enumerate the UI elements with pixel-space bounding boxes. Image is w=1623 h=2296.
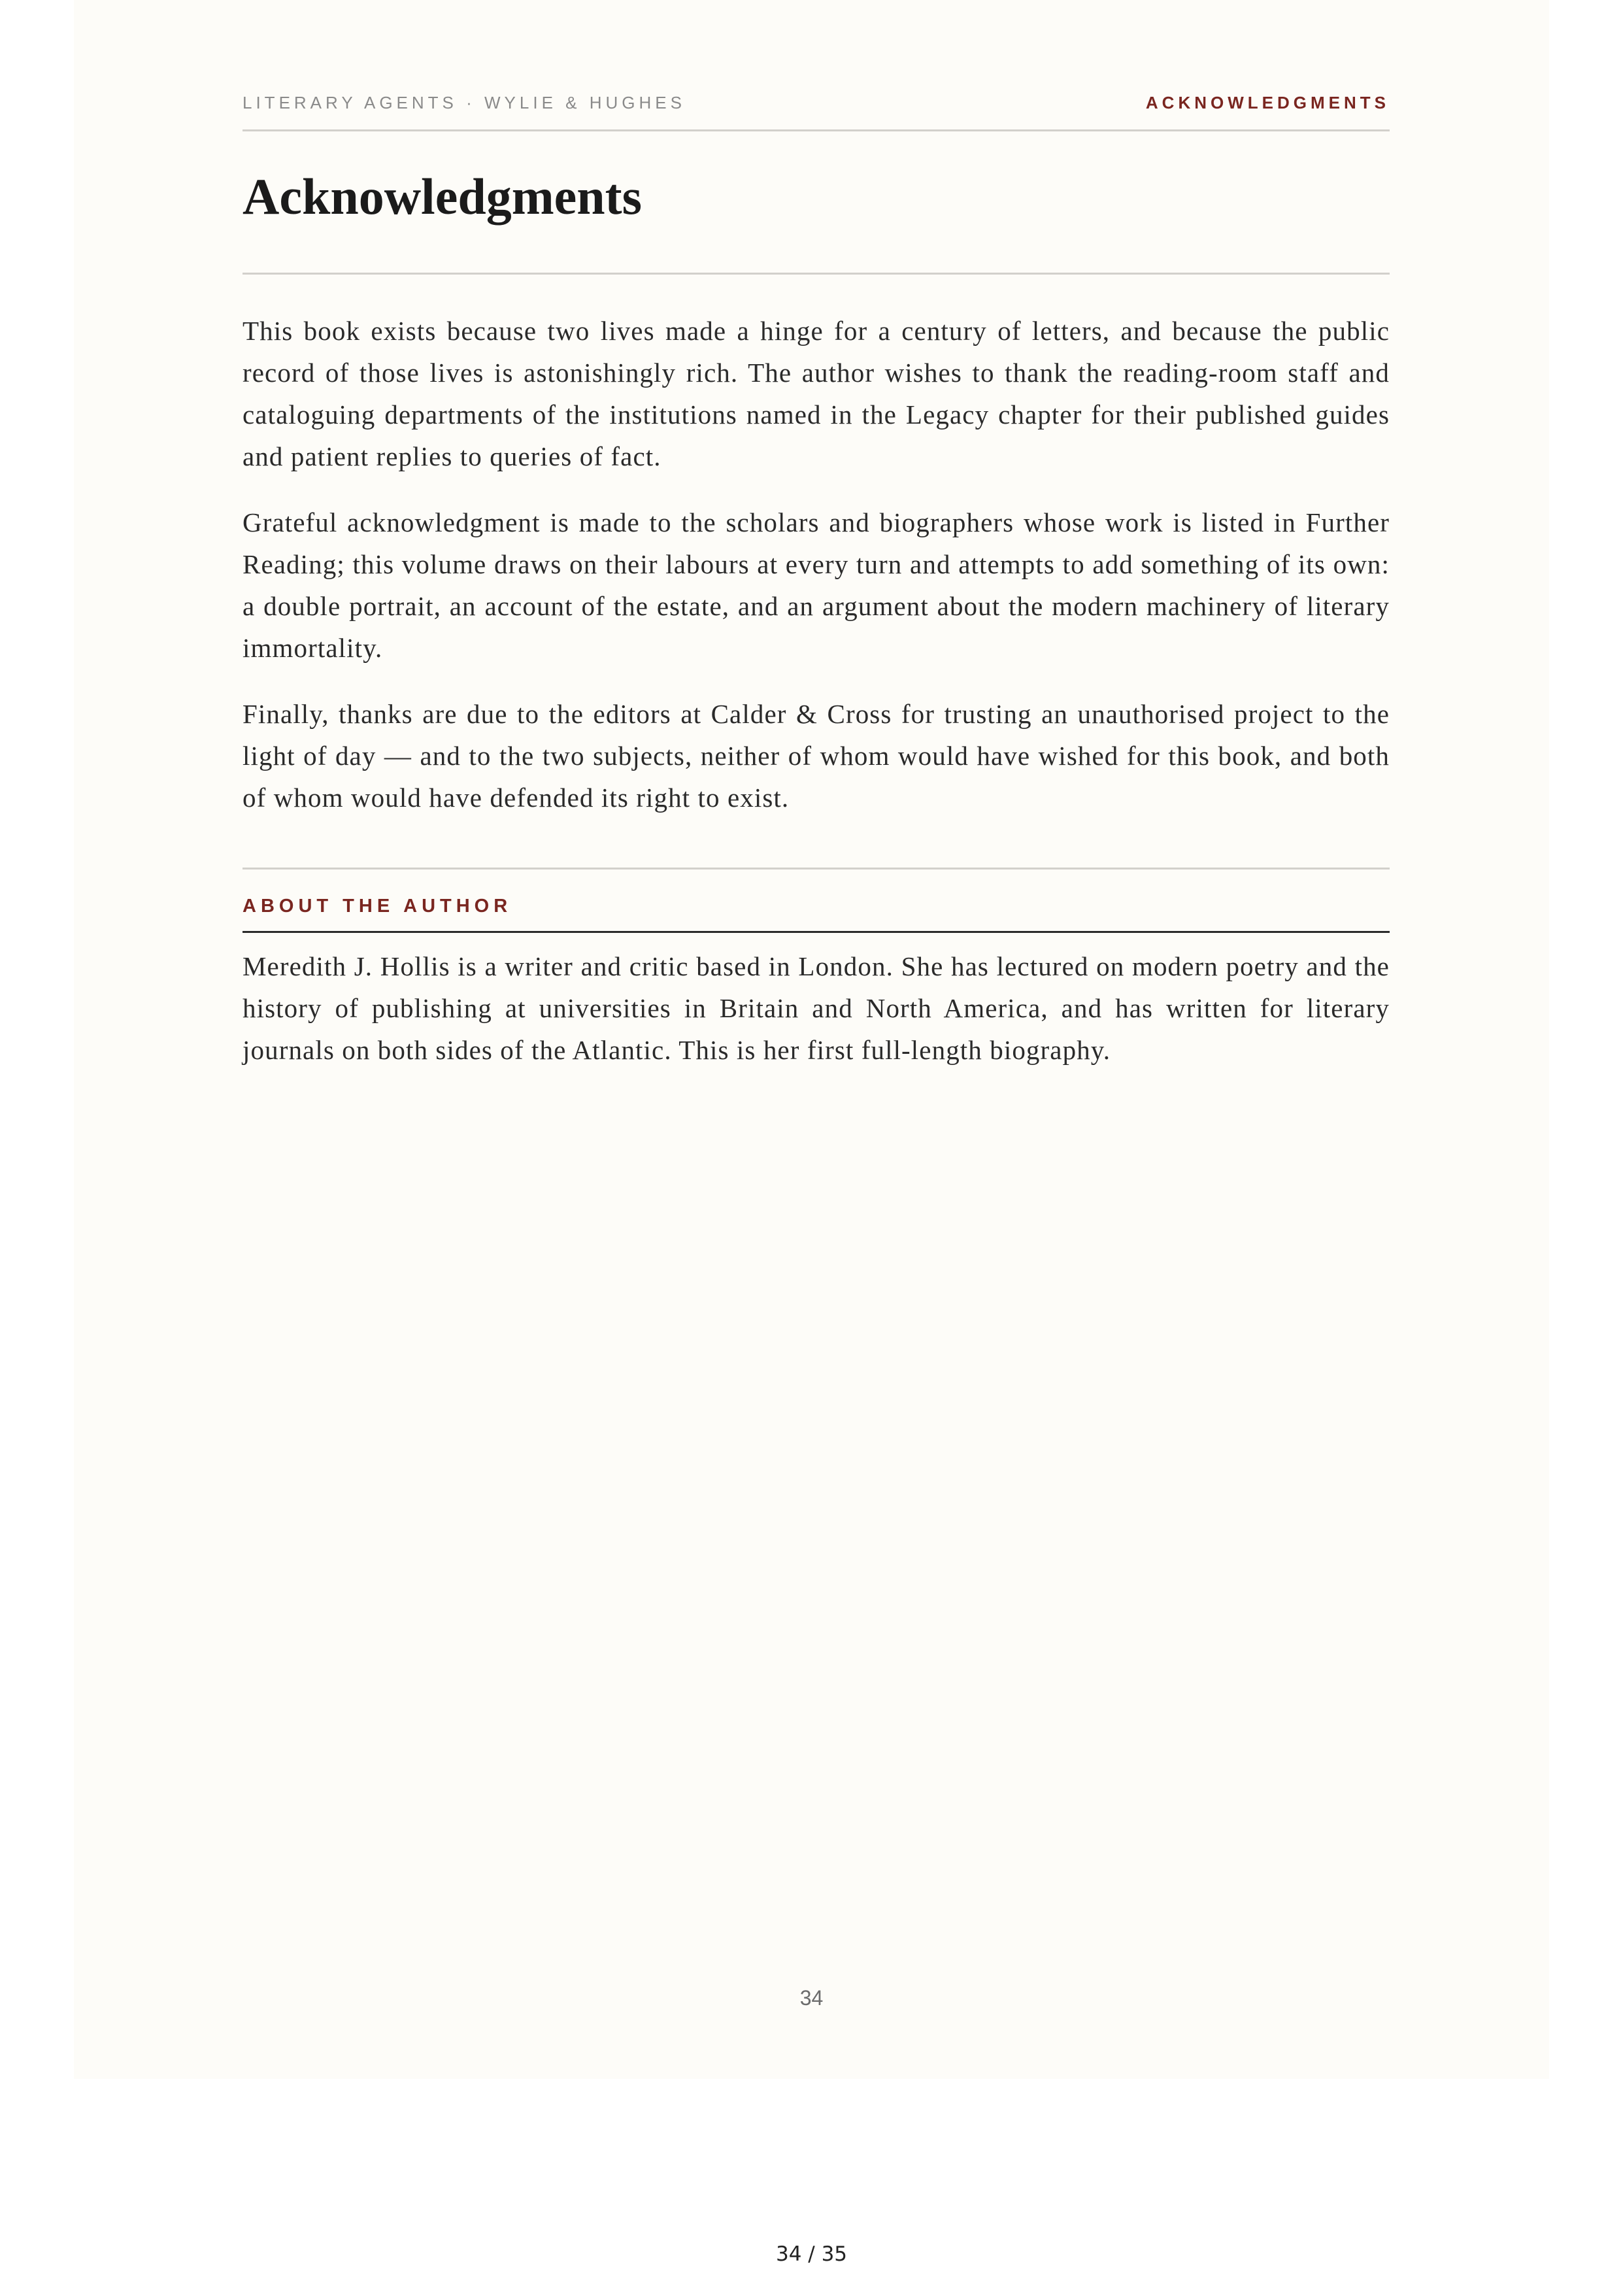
about-author-section [243,945,1390,1095]
acknowledgments-body [243,310,1390,843]
about-author-text: Meredith J. Hollis is a writer and critic based in London. She has lectured on modern poetry and the history of publishing at universities in Britain and North America, and has written for literary journals on both sides of the Atlantic. This is her first full-length biography. [243,951,1390,1065]
paragraph-2: Grateful acknowledgment is made to the scholars and biographers whose work is listed in Further Reading; this volume draws on their labours at every turn and attempts to add something of its own: a double portrait, an account of the estate, and an argument about the modern machinery of literary immortality. [243,507,1390,663]
page-number: 34 [799,1986,824,2010]
paragraph-1: This book exists because two lives made a hinge for a century of letters, and because the public record of those lives is astonishingly rich. The author wishes to thank the reading-room staff and cataloguing departments of the institutions named in the Legacy chapter for their published guides and patient replies to queries of fact. [243,316,1390,471]
viewer-page-indicator: 34 / 35 [775,2242,848,2266]
running-head [243,90,1390,131]
running-head-right: ACKNOWLEDGMENTS [1145,93,1390,112]
running-head-left: LITERARY AGENTS · WYLIE & HUGHES [243,93,686,112]
document-page [74,0,1549,2079]
about-author-heading [243,896,1390,933]
page-title: Acknowledgments [243,168,643,225]
about-divider [243,868,1390,869]
paragraph-3: Finally, thanks are due to the editors at Calder & Cross for trusting an unauthorised project to the light of day — and to the two subjects, neither of whom would have wished for this book, and both of whom would have defended its right to exist. [243,699,1390,813]
about-author-heading-label: ABOUT THE AUTHOR [243,896,512,917]
title-divider [243,273,1390,275]
